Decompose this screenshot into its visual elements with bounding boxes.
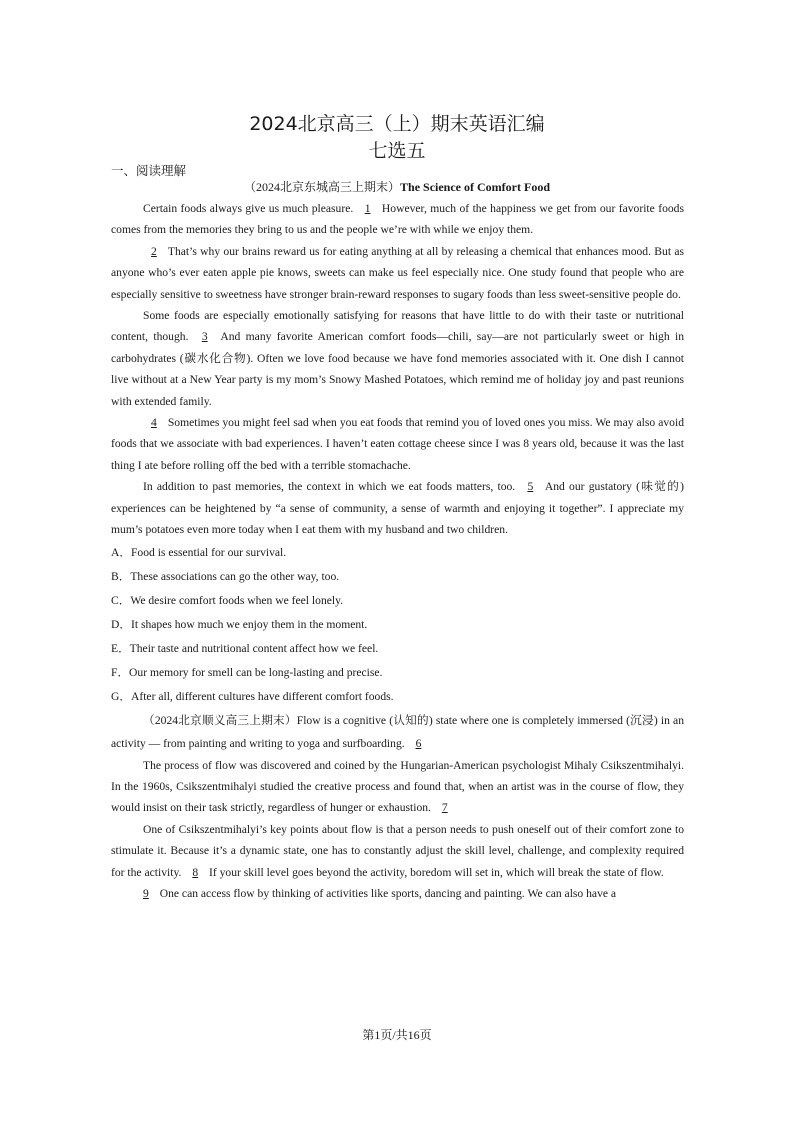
blank-6[interactable]: 6 [415, 736, 422, 750]
blank-4[interactable]: 4 [151, 416, 157, 430]
paragraph [111, 755, 684, 819]
paragraph [111, 819, 684, 883]
option-item: F．Our memory for smell can be long-lasting and precise. [111, 665, 383, 679]
blank-5[interactable]: 5 [527, 480, 534, 494]
section-heading: 一、阅读理解 [111, 163, 187, 178]
option-item: G．After all, different cultures have different comfort foods. [111, 689, 394, 703]
blank-8[interactable]: 8 [192, 865, 199, 879]
blank-2[interactable]: 2 [151, 244, 157, 258]
option-item: C．We desire comfort foods when we feel lonely. [111, 593, 344, 607]
paragraph [111, 241, 684, 305]
paragraph-text: If your skill level goes beyond the activity, boredom will set in, which will break the state of flow. [209, 865, 664, 879]
passage-title: The Science of Comfort Food [400, 180, 550, 194]
page-number: 第1页/共16页 [362, 1028, 432, 1042]
paragraph [111, 198, 684, 241]
paragraph [111, 476, 684, 540]
passage-heading [0, 178, 794, 195]
paragraph-text: Some foods are especially emotionally satisfying for reasons that have little to do with their taste or nutritional content, though. [111, 309, 684, 344]
paragraph-text: And our gustatory (味觉的) experiences can be heightened by “a sense of community, a sense of warmth and enjoying it together”. I appreciate my mum’s potatoes even more today when I eat them with my husband and two children. [111, 480, 684, 537]
document-subtitle: 七选五 [368, 140, 426, 162]
paragraph-text: One of Csikszentmihalyi’s key points about flow is that a person needs to push oneself out of their comfort zone to stimulate it. Because it’s a dynamic state, one has to constantly adjust the skill level, challenge, and complexity required for the activity. [111, 822, 684, 879]
option-item: E．Their taste and nutritional content affect how we feel. [111, 641, 379, 655]
blank-1[interactable]: 1 [364, 202, 371, 215]
options-list [111, 541, 684, 709]
paragraph [111, 412, 684, 476]
paragraph-text: And many favorite American comfort foods—chili, say—are not particularly sweet or high in carbohydrates (碳水化合物). Often we love food because we have fond memories associated with it. One dish I cannot live without at a New Year party is my mom’s Snowy Mashed Potatoes, which remind me of holiday joy and past reunions with extended family. [111, 330, 684, 408]
paragraph [111, 305, 684, 412]
paragraph [111, 883, 684, 904]
option-item: D．It shapes how much we enjoy them in the moment. [111, 617, 368, 631]
passage-source: （2024北京东城高三上期末） [244, 180, 401, 194]
paragraph-text: In addition to past memories, the context in which we eat foods matters, too. [143, 480, 516, 494]
paragraph-text: Sometimes you might feel sad when you eat foods that remind you of loved ones you miss. We may also avoid foods that we associate with bad experiences. I haven’t eaten cottage cheese since I was 8 years old, because it was the last thing I ate before rolling off the bed with a terrible stomachache. [111, 416, 684, 472]
paragraph-text: However, much of the happiness we get from our favorite foods comes from the memories they bring to us and the people we’re with while we enjoy them. [111, 202, 684, 237]
option-item: A．Food is essential for our survival. [111, 545, 287, 559]
document-body [111, 198, 684, 904]
paragraph-text: That’s why our brains reward us for eating anything at all by releasing a chemical that enhances mood. But as anyone who’s ever eaten apple pie knows, sweets can make us feel especially nice. One study found that people who are especially sensitive to sweetness have stronger brain-reward responses to sugary foods than less sweet-sensitive people do. [111, 244, 684, 301]
paragraph-text: （2024北京顺义高三上期末）Flow is a cognitive (认知的) state where one is completely immersed (沉浸) in an activity — from painting and writing to yoga and surfboarding. [111, 713, 684, 750]
document-title: 2024北京高三（上）期末英语汇编 [249, 113, 545, 135]
paragraph-text: The process of flow was discovered and coined by the Hungarian-American psychologist Mihaly Csikszentmihalyi. In the 1960s, Csikszentmihalyi studied the creative process and found that, when an artist was in the course of flow, they would insist on their task strictly, regardless of hunger or exhaustion. [111, 758, 684, 815]
option-item: B．These associations can go the other way, too. [111, 569, 340, 583]
paragraph-text: One can access flow by thinking of activities like sports, dancing and painting. We can also have a [159, 886, 617, 900]
paragraph-text: Certain foods always give us much pleasure. [143, 202, 354, 215]
blank-3[interactable]: 3 [201, 330, 208, 344]
blank-9[interactable]: 9 [143, 886, 149, 900]
paragraph [111, 709, 684, 755]
blank-7[interactable]: 7 [441, 801, 448, 815]
